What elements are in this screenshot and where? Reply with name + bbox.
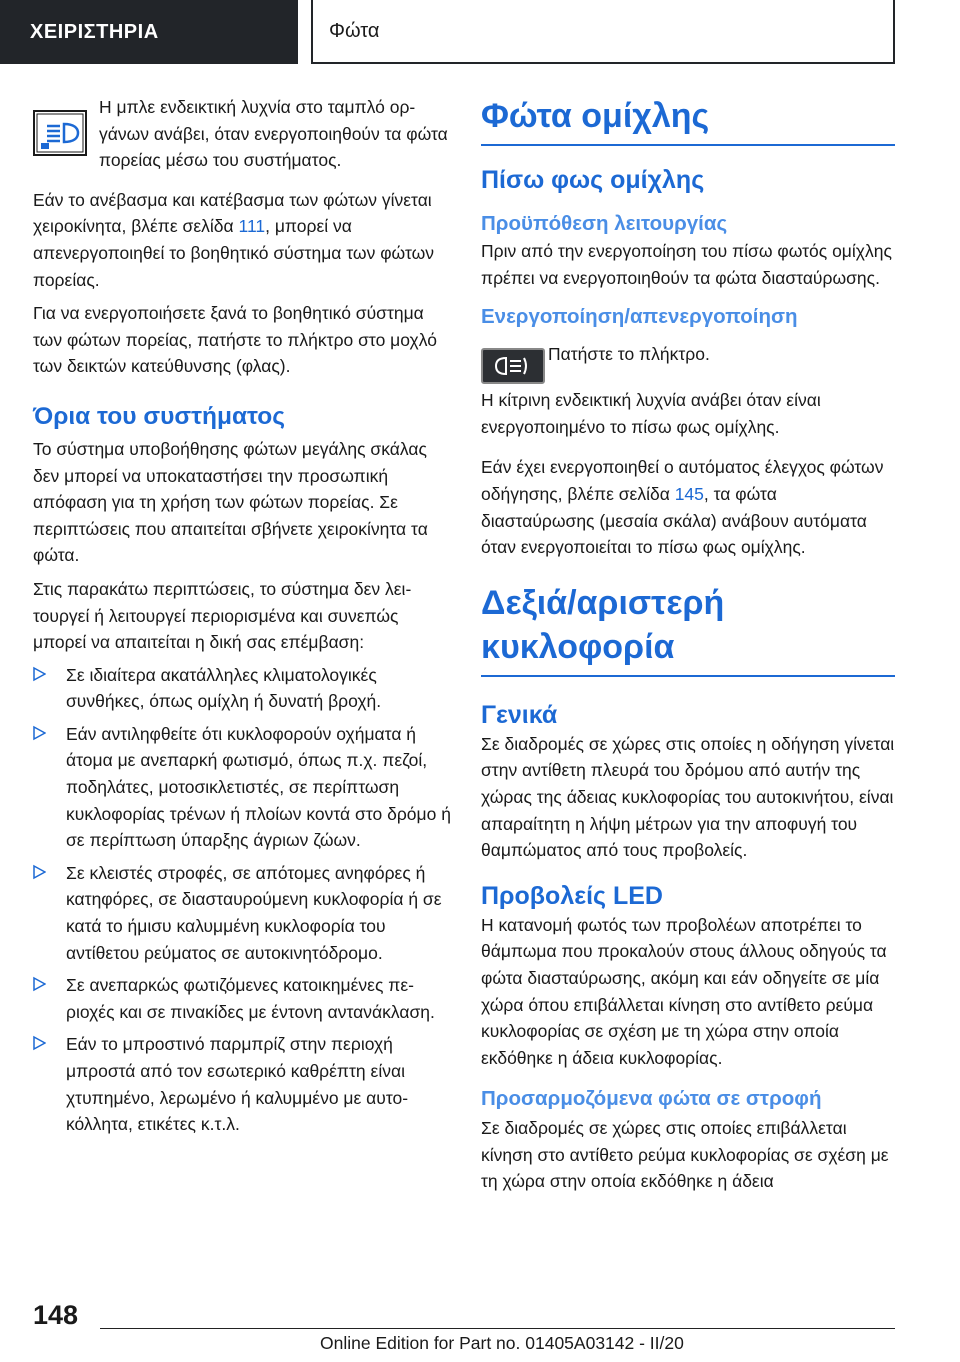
right-column — [481, 94, 895, 1195]
limits-list — [33, 662, 453, 1138]
list-item: Εάν το μπροστινό παρμπρίζ στην περιοχή μπροστά από τον εσωτερικό καθρέπτη είναι χτυπημένο, λερωμένο ή καλυμμένο με αυτοκόλλητα, ετικέτες κ.τ.λ. — [33, 1031, 453, 1137]
list-item: Σε ανεπαρκώς φωτιζόμενες κατοικημένες περιοχές και σε πινακίδες με έντονη αντανάκλαση. — [33, 972, 453, 1025]
bullet-triangle-icon — [33, 723, 46, 743]
indicator-block — [33, 94, 453, 174]
button-instruction — [481, 341, 895, 384]
cases-intro-paragraph: Στις παρακάτω περιπτώσεις, το σύστημα δεν λειτουργεί ή λειτουργεί περιορισμένα και συνεπώς μπορεί να απαιτείται η δική σας επέμβαση: — [33, 578, 412, 653]
prerequisite-heading: Προϋπόθεση λειτουργίας — [481, 212, 728, 235]
led-paragraph: Η κατανομή φωτός των προβολέων αποτρέπει το θάμπωμα που προκαλούν στους άλλους οδηγούς τα φώτα διασταύρωσης, ακόμη και εάν οδηγείτε σε μία χώρα όπου επιβάλλεται κίνηση στο αντίθετο ρεύμα κυκλοφορίας σε σχέση με τη χώρα στην οποία εκδόθηκε η άδεια κυκλοφορίας. — [481, 914, 887, 1068]
bullet-triangle-icon — [33, 1033, 46, 1053]
left-column — [33, 94, 453, 1138]
chapter-title: Φώτα — [329, 19, 380, 42]
limits-paragraph: Το σύστημα υποβοήθησης φώτων μεγάλης σκάλας δεν μπορεί να υποκαταστήσει την προσωπική απόφαση για τη χρήση των φώτων πορείας. Σε περιπτώσεις που απαιτείται σβήνετε χειροκίνητα τα φώτα. — [33, 438, 428, 566]
chapter-tab — [311, 0, 895, 64]
auto-lights-paragraph: Εάν έχει ενεργοποιηθεί ο αυτόματος έλεγχος φώτων οδήγησης, βλέπε σελίδα 145, τα φώτα διασταύρωσης (μεσαία σκάλα) ανάβουν αυτόματα όταν ενεργοποιείται το πίσω φως ομίχλης. — [481, 457, 884, 558]
general-heading: Γενικά — [481, 700, 558, 729]
page-link-145[interactable]: 145 — [674, 483, 704, 504]
manual-dimming-paragraph: Εάν το ανέβασμα και κατέβασμα των φώτων γίνεται χειροκίνητα, βλέπε σελίδα 111, μπορεί να απενεργοποιηθεί το βοηθητικό σύστημα των φώτων πορείας. — [33, 189, 435, 290]
list-item: Σε κλειστές στροφές, σε απότομες ανηφόρες ή κατηφόρες, σε διασταυρούμενη κυκλοφορία ή σε κατά το ήμισυ καλυμμένη κυκλοφορία του αντίθετου ρεύματος σε αυτοκινητόδρομο. — [33, 860, 453, 966]
bullet-triangle-icon — [33, 974, 46, 994]
prerequisite-paragraph: Πριν από την ενεργοποίηση του πίσω φωτός ομίχλης πρέπει να ενεργοποιηθούν τα φώτα διασταύρωσης. — [481, 241, 892, 288]
section-tab — [0, 0, 298, 64]
general-paragraph: Σε διαδρομές σε χώρες στις οποίες η οδήγηση γίνεται στην αντίθετη πλευρά του δρόμου από αυτήν της χώρας της άδειας κυκλοφορίας του αυτοκινήτου, είναι απαραίτητη η λήψη μέτρων για την αποφυγή του θαμπώματος από τους προβολείς. — [481, 733, 895, 861]
bullet-triangle-icon — [33, 664, 46, 684]
press-button-text: Πατήστε το πλήκτρο. — [548, 344, 710, 365]
rear-fog-heading: Πίσω φως ομίχλης — [481, 166, 705, 194]
reactivate-paragraph: Για να ενεργοποιήσετε ξανά το βοηθητικό σύστημα των φώτων πορείας, πατήστε το πλήκτρο στο μοχλό των δεικτών κατεύθυνσης (φλας). — [33, 303, 437, 377]
yellow-indicator-text: Η κίτρινη ενδεικτική λυχνία ανάβει όταν είναι ενεργοποιημένο το πίσω φως ομίχλης. — [481, 390, 821, 437]
led-headlights-heading: Προβολείς LED — [481, 881, 663, 910]
high-beam-assist-indicator-icon — [33, 110, 87, 156]
system-limits-heading: Όρια του συστήματος — [33, 402, 286, 430]
list-item: Σε ιδιαίτερα ακατάλληλες κλιματολογικές συνθήκες, όπως ομίχλη ή δυνατή βροχή. — [33, 662, 453, 715]
edition-note: Online Edition for Part no. 01405A03142 - II/20 — [320, 1333, 684, 1353]
indicator-text: Η μπλε ενδεικτική λυχνία στο ταμπλό οργάνων ανάβει, όταν ενεργοποιηθούν τα φώτα πορείας μέσω του συστήματος. — [99, 97, 448, 171]
adaptive-lights-heading: Προσαρμοζόμενα φώτα σε στροφή — [481, 1087, 822, 1111]
adaptive-paragraph: Σε διαδρομές σε χώρες στις οποίες επιβάλλεται κίνηση στο αντίθετο ρεύμα κυκλοφορίας σε σχέση με τη χώρα στην οποία εκδόθηκε η άδεια — [481, 1118, 889, 1192]
footer-divider — [100, 1328, 895, 1329]
section-title: ΧΕΙΡΙΣΤΗΡΙΑ — [30, 20, 159, 43]
bullet-triangle-icon — [33, 862, 46, 882]
rear-fog-button-icon — [481, 348, 545, 384]
page-number: 148 — [33, 1300, 79, 1330]
fog-lights-heading: Φώτα ομίχλης — [481, 94, 895, 146]
left-right-traffic-heading: Δεξιά/αριστερή κυκλοφορία — [481, 581, 895, 677]
list-item: Εάν αντιληφθείτε ότι κυκλοφορούν οχήματα ή άτομα με ανεπαρκή φωτισμό, όπως π.χ. πεζοί, ποδηλάτες, μοτοσικλετιστές, σε περίπτωση κυκλοφορίας τρένων ή πλοίων κοντά στο δρόμο ή σε περίπτωση ύπαρξης άγριων ζώων. — [33, 721, 453, 854]
page-link-111[interactable]: 111 — [238, 216, 266, 237]
on-off-heading: Ενεργοποίηση/απενεργοποίηση — [481, 305, 798, 329]
